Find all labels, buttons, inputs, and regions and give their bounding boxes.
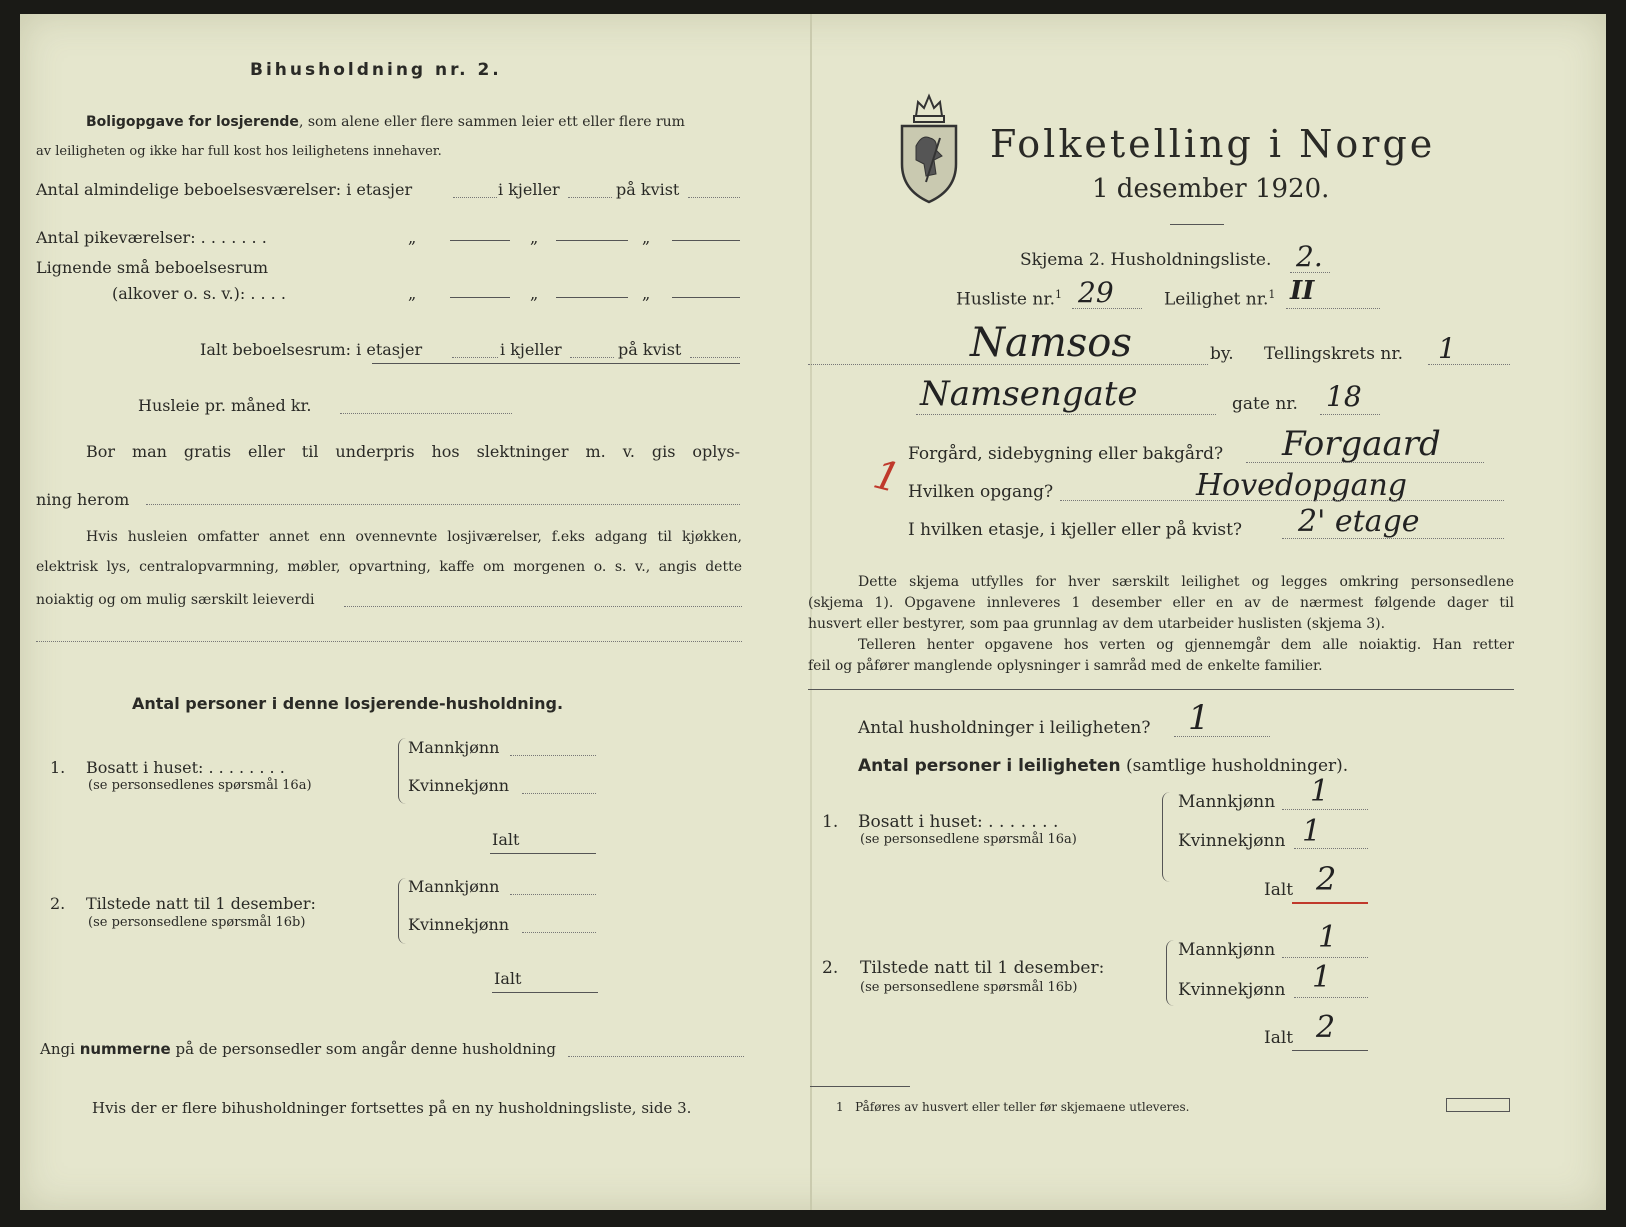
left-item1-brace [398,738,407,804]
etasje-label: I hvilken etasje, i kjeller eller på kvist? [908,520,1243,540]
right-item2-brace [1166,940,1175,1006]
ialt-kjeller-label: i kjeller [500,340,562,359]
ialt-underline [372,363,740,364]
husliste-value: 29 [1078,276,1114,309]
pike-kvist-field[interactable] [672,240,740,241]
forgaard-field[interactable] [1246,462,1484,463]
gratis-field[interactable] [146,504,740,505]
right-item1-number: 1. [822,812,839,832]
rooms-kvist-field[interactable] [688,197,740,198]
small-kjeller-field[interactable] [556,297,628,298]
left-footer: Hvis der er flere bihusholdninger fortsettes på en ny husholdningsliste, side 3. [92,1099,692,1117]
right-persons-heading: Antal personer i leiligheten (samtlige husholdninger). [858,756,1349,776]
footnote: 1 Påføres av husvert eller teller før skjemaene utleveres. [836,1100,1190,1114]
right-item1-brace [1162,792,1171,882]
left-item1-label: Bosatt i huset: . . . . . . . . [86,758,285,777]
husleie-label: Husleie pr. måned kr. [138,396,312,415]
right-item1-sub: (se personsedlene spørsmål 16a) [860,832,1077,847]
left-item1-mann-label: Mannkjønn [408,738,500,757]
right-item1-label: Bosatt i huset: . . . . . . . [858,812,1059,832]
ialt-kjeller-field[interactable] [570,357,614,358]
gratis-line-2: ning herom [36,490,130,509]
right-item1-ialt-value: 2 [1316,860,1337,898]
leilighet-field[interactable] [1286,308,1380,309]
hush-label: Antal husholdninger i leiligheten? [858,718,1151,738]
rooms-kjeller-label: i kjeller [498,180,560,199]
left-item2-kvinne-field[interactable] [522,932,596,933]
forgaard-value: Forgaard [1282,424,1441,464]
info-line-1: Dette skjema utfylles for hver særskilt leilighet og legges omkring personsedlene [858,574,1514,590]
right-item1-mann-label: Mannkjønn [1178,792,1276,812]
census-sheet [20,14,1606,1210]
right-item1-mann-field[interactable] [1282,809,1368,810]
hush-value: 1 [1188,698,1210,738]
right-item2-label: Tilstede natt til 1 desember: [860,958,1105,978]
left-item2-brace [398,878,407,944]
small-etasjer-field[interactable] [450,297,510,298]
right-item1-kvinne-value: 1 [1302,814,1322,849]
right-title: Folketelling i Norge [990,122,1436,166]
pike-kjeller-field[interactable] [556,240,628,241]
gate-nr-value: 18 [1326,380,1362,413]
left-item1-kvinne-field[interactable] [522,793,596,794]
left-item2-mann-label: Mannkjønn [408,877,500,896]
right-item2-ialt-value: 2 [1316,1010,1336,1045]
right-item1-kvinne-field[interactable] [1294,848,1368,849]
ialt-etasjer-field[interactable] [452,357,498,358]
etasje-field[interactable] [1282,538,1504,539]
small-kvist-field[interactable] [672,297,740,298]
right-item2-kvinne-value: 1 [1312,960,1332,995]
pike-etasjer-field[interactable] [450,240,510,241]
right-item2-sub: (se personsedlene spørsmål 16b) [860,980,1078,995]
left-item2-label: Tilstede natt til 1 desember: [86,894,316,913]
right-item2-ialt-field[interactable] [1292,1050,1368,1051]
small-rooms-label-2: (alkover o. s. v.): . . . . [112,284,286,303]
leilighet-value: II [1290,276,1315,306]
gate-value: Namsengate [920,374,1138,414]
pike-quote-2: „ [530,228,539,247]
ialt-kvist-label: på kvist [618,340,682,359]
hvis-line-1: Hvis husleien omfatter annet enn ovennevnte losjiværelser, f.eks adgang til kjøkken, [86,529,742,545]
coat-of-arms-icon [896,86,962,206]
page-fold [810,14,812,1210]
info-rule [808,689,1514,690]
right-item2-kvinne-label: Kvinnekjønn [1178,980,1286,1000]
intro-line-2: av leiligheten og ikke har full kost hos leilighetens innehaver. [36,144,442,159]
left-item1-sub: (se personsedlenes spørsmål 16a) [88,778,312,793]
hvis-line-2: elektrisk lys, centralopvarmning, møbler, opvartning, kaffe om morgenen o. s. v., angis dette [36,559,742,575]
small-rooms-label-1: Lignende små beboelsesrum [36,258,269,277]
small-quote-2: „ [530,284,539,303]
printer-stamp [1446,1098,1510,1112]
intro-line-1: Boligopgave for losjerende, som alene eller flere sammen leier ett eller flere rum [86,114,685,130]
title-rule [1170,224,1224,225]
right-item1-mann-value: 1 [1310,774,1330,809]
left-title: Bihusholdning nr. 2. [250,60,502,80]
rooms-etasjer-field[interactable] [453,197,497,198]
left-item1-ialt-field[interactable] [490,853,596,854]
gratis-line-1: Bor man gratis eller til underpris hos slektninger m. v. gis oplys- [86,442,740,461]
left-item2-mann-field[interactable] [510,894,596,895]
left-item2-ialt-field[interactable] [492,992,598,993]
left-item1-number: 1. [50,758,66,777]
small-quote-1: „ [408,284,417,303]
leieverdi-field-2[interactable] [36,641,742,642]
right-item1-ialt-field[interactable] [1292,902,1368,904]
small-quote-3: „ [642,284,651,303]
krets-field[interactable] [1428,364,1510,365]
by-label: by. [1210,344,1234,364]
ialt-rooms-label: Ialt beboelsesrum: i etasjer [200,340,423,359]
right-item2-ialt-label: Ialt [1264,1028,1294,1048]
skjema-value: 2. [1296,240,1323,273]
pike-label: Antal pikeværelser: . . . . . . . [36,228,267,247]
husleie-field[interactable] [340,413,512,414]
ialt-kvist-field[interactable] [690,357,740,358]
left-item2-sub: (se personsedlene spørsmål 16b) [88,915,306,930]
right-item2-number: 2. [822,958,839,978]
right-item1-kvinne-label: Kvinnekjønn [1178,831,1286,851]
opgang-label: Hvilken opgang? [908,482,1054,502]
right-item2-kvinne-field[interactable] [1294,997,1368,998]
pike-quote-3: „ [642,228,651,247]
right-item2-mann-field[interactable] [1282,957,1368,958]
left-item2-ialt-label: Ialt [494,969,522,988]
pike-quote-1: „ [408,228,417,247]
leilighet-label: Leilighet nr.$^1$ [1164,288,1276,310]
left-item2-number: 2. [50,894,66,913]
skjema-field[interactable] [1290,272,1330,273]
husliste-field[interactable] [1072,308,1142,309]
left-item1-mann-field[interactable] [510,755,596,756]
opgang-value: Hovedopgang [1196,468,1408,503]
opgang-field[interactable] [1060,500,1504,501]
info-line-2: (skjema 1). Opgavene innleveres 1 desember eller en av de nærmest følgende dager til [808,595,1514,611]
rooms-kjeller-field[interactable] [568,197,612,198]
gate-nr-field[interactable] [1320,414,1380,415]
footnote-rule [810,1086,910,1087]
leieverdi-field[interactable] [344,606,742,607]
hush-field[interactable] [1174,736,1270,737]
info-line-5: feil og påfører manglende oplysninger i samråd med de enkelte familier. [808,658,1323,674]
right-item2-mann-label: Mannkjønn [1178,940,1276,960]
krets-label: Tellingskrets nr. [1264,344,1404,364]
gate-label: gate nr. [1232,394,1298,414]
right-item2-mann-value: 1 [1318,920,1338,955]
krets-value: 1 [1438,332,1456,365]
etasje-value: 2' etage [1298,504,1420,539]
gate-field[interactable] [916,414,1216,415]
angi-line: Angi nummerne på de personsedler som angår denne husholdning [40,1040,556,1058]
by-value: Namsos [970,320,1132,366]
left-item2-kvinne-label: Kvinnekjønn [408,915,510,934]
info-line-3: husvert eller bestyrer, som paa grunnlag av dem utarbeider huslisten (skjema 3). [808,616,1386,632]
left-item1-kvinne-label: Kvinnekjønn [408,776,510,795]
hvis-line-3: noiaktig og om mulig særskilt leieverdi [36,592,315,608]
margin-mark: 1 [868,451,905,503]
skjema-label: Skjema 2. Husholdningsliste. [1020,250,1272,270]
right-date: 1 desember 1920. [1092,174,1330,204]
left-item1-ialt-label: Ialt [492,830,520,849]
angi-field[interactable] [568,1056,744,1057]
husliste-label: Husliste nr.$^1$ [956,288,1063,310]
info-line-4: Telleren henter opgavene hos verten og gjennemgår dem alle noiaktig. Han retter [858,637,1514,653]
rooms-label: Antal almindelige beboelsesværelser: i etasjer [36,180,413,199]
right-item1-ialt-label: Ialt [1264,880,1294,900]
forgaard-label: Forgård, sidebygning eller bakgård? [908,444,1224,464]
rooms-kvist-label: på kvist [616,180,680,199]
left-persons-heading: Antal personer i denne losjerende-husholdning. [132,694,564,713]
by-field[interactable] [808,364,1208,365]
